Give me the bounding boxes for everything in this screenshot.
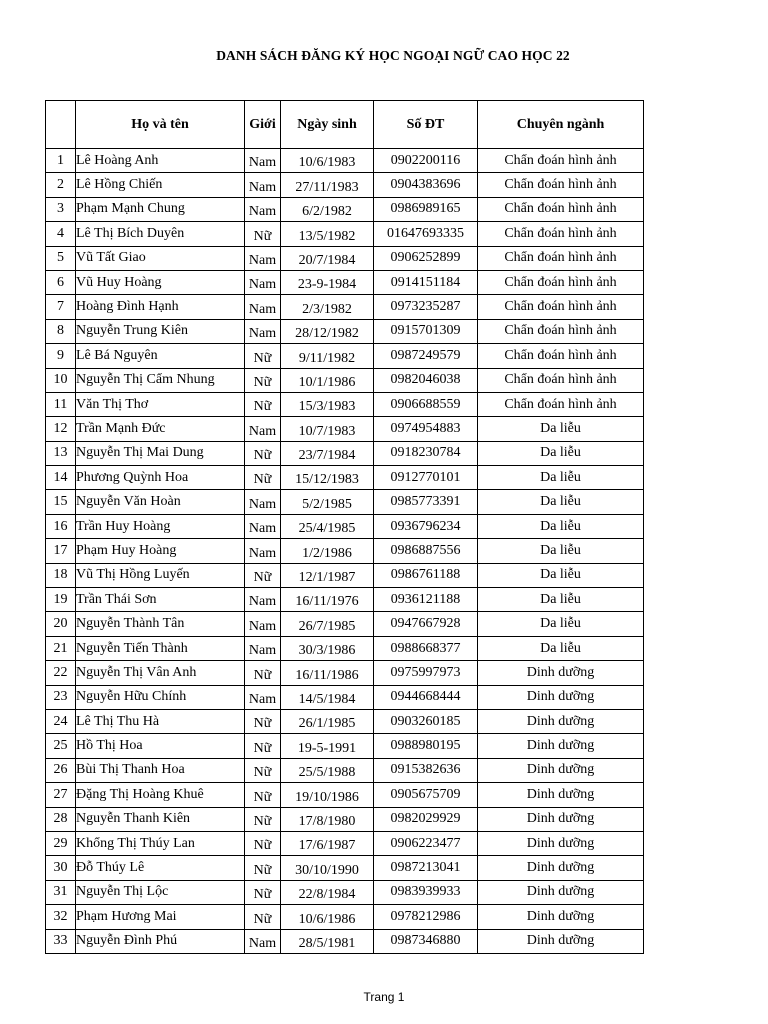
row-sex: Nam xyxy=(245,539,281,563)
header-major: Chuyên ngành xyxy=(478,101,644,149)
row-phone: 0904383696 xyxy=(374,173,478,197)
row-name: Trần Huy Hoàng xyxy=(76,514,245,538)
row-name: Nguyễn Trung Kiên xyxy=(76,319,245,343)
row-dob: 17/8/1980 xyxy=(281,807,374,831)
row-name: Vũ Tất Giao xyxy=(76,246,245,270)
row-number: 26 xyxy=(46,758,76,782)
row-number: 8 xyxy=(46,319,76,343)
row-number: 11 xyxy=(46,392,76,416)
table-row xyxy=(46,685,644,709)
table-row xyxy=(46,441,644,465)
row-number: 28 xyxy=(46,807,76,831)
row-name: Bùi Thị Thanh Hoa xyxy=(76,758,245,782)
table-row xyxy=(46,319,644,343)
row-number: 12 xyxy=(46,417,76,441)
row-number: 13 xyxy=(46,441,76,465)
row-phone: 0902200116 xyxy=(374,149,478,173)
row-number: 21 xyxy=(46,636,76,660)
table-row xyxy=(46,661,644,685)
row-name: Phạm Mạnh Chung xyxy=(76,197,245,221)
row-phone: 0974954883 xyxy=(374,417,478,441)
row-number: 19 xyxy=(46,588,76,612)
header-dob: Ngày sinh xyxy=(281,101,374,149)
row-number: 9 xyxy=(46,344,76,368)
row-major: Chẩn đoán hình ảnh xyxy=(478,344,644,368)
row-phone: 01647693335 xyxy=(374,222,478,246)
row-dob: 9/11/1982 xyxy=(281,344,374,368)
row-phone: 0986989165 xyxy=(374,197,478,221)
row-name: Hồ Thị Hoa xyxy=(76,734,245,758)
row-phone: 0918230784 xyxy=(374,441,478,465)
page-number: Trang 1 xyxy=(363,990,405,1004)
row-name: Nguyễn Thị Vân Anh xyxy=(76,661,245,685)
row-dob: 25/5/1988 xyxy=(281,758,374,782)
table-row xyxy=(46,709,644,733)
row-number: 32 xyxy=(46,905,76,929)
row-phone: 0906223477 xyxy=(374,831,478,855)
row-sex: Nữ xyxy=(245,466,281,490)
row-phone: 0988980195 xyxy=(374,734,478,758)
table-row xyxy=(46,466,644,490)
row-dob: 10/6/1986 xyxy=(281,905,374,929)
table-row xyxy=(46,197,644,221)
row-phone: 0978212986 xyxy=(374,905,478,929)
table-row xyxy=(46,807,644,831)
row-major: Dinh dưỡng xyxy=(478,661,644,685)
row-sex: Nam xyxy=(245,173,281,197)
table-row xyxy=(46,344,644,368)
row-sex: Nam xyxy=(245,197,281,221)
row-name: Nguyễn Đình Phú xyxy=(76,929,245,953)
table-row xyxy=(46,758,644,782)
row-name: Nguyễn Thị Lộc xyxy=(76,880,245,904)
row-name: Hoàng Đình Hạnh xyxy=(76,295,245,319)
row-dob: 10/1/1986 xyxy=(281,368,374,392)
row-phone: 0906252899 xyxy=(374,246,478,270)
row-major: Dinh dưỡng xyxy=(478,807,644,831)
row-dob: 22/8/1984 xyxy=(281,880,374,904)
row-dob: 28/12/1982 xyxy=(281,319,374,343)
row-sex: Nam xyxy=(245,685,281,709)
row-sex: Nam xyxy=(245,246,281,270)
row-phone: 0982029929 xyxy=(374,807,478,831)
row-dob: 16/11/1976 xyxy=(281,588,374,612)
row-phone: 0936796234 xyxy=(374,514,478,538)
row-major: Da liễu xyxy=(478,417,644,441)
row-dob: 19/10/1986 xyxy=(281,783,374,807)
row-dob: 28/5/1981 xyxy=(281,929,374,953)
row-number: 15 xyxy=(46,490,76,514)
table-row xyxy=(46,612,644,636)
row-dob: 15/3/1983 xyxy=(281,392,374,416)
row-sex: Nữ xyxy=(245,222,281,246)
row-major: Dinh dưỡng xyxy=(478,905,644,929)
row-number: 24 xyxy=(46,709,76,733)
row-phone: 0903260185 xyxy=(374,709,478,733)
row-phone: 0975997973 xyxy=(374,661,478,685)
row-dob: 23-9-1984 xyxy=(281,270,374,294)
page-title: DANH SÁCH ĐĂNG KÝ HỌC NGOẠI NGỮ CAO HỌC 22 xyxy=(216,48,570,63)
row-sex: Nữ xyxy=(245,758,281,782)
header-name: Họ và tên xyxy=(76,101,245,149)
row-major: Chẩn đoán hình ảnh xyxy=(478,392,644,416)
row-name: Vũ Huy Hoàng xyxy=(76,270,245,294)
row-major: Da liễu xyxy=(478,612,644,636)
row-phone: 0987213041 xyxy=(374,856,478,880)
row-dob: 15/12/1983 xyxy=(281,466,374,490)
row-dob: 2/3/1982 xyxy=(281,295,374,319)
row-number: 27 xyxy=(46,783,76,807)
row-name: Lê Bá Nguyên xyxy=(76,344,245,368)
row-sex: Nữ xyxy=(245,392,281,416)
row-name: Lê Thị Bích Duyên xyxy=(76,222,245,246)
row-sex: Nam xyxy=(245,490,281,514)
row-dob: 20/7/1984 xyxy=(281,246,374,270)
row-sex: Nữ xyxy=(245,709,281,733)
table-row xyxy=(46,636,644,660)
row-major: Dinh dưỡng xyxy=(478,709,644,733)
row-major: Da liễu xyxy=(478,539,644,563)
registration-table xyxy=(45,100,644,954)
row-number: 5 xyxy=(46,246,76,270)
row-number: 3 xyxy=(46,197,76,221)
row-phone: 0947667928 xyxy=(374,612,478,636)
row-sex: Nữ xyxy=(245,344,281,368)
row-name: Phạm Huy Hoàng xyxy=(76,539,245,563)
row-number: 23 xyxy=(46,685,76,709)
row-name: Vũ Thị Hồng Luyến xyxy=(76,563,245,587)
row-major: Da liễu xyxy=(478,514,644,538)
row-name: Phạm Hương Mai xyxy=(76,905,245,929)
row-major: Dinh dưỡng xyxy=(478,685,644,709)
row-sex: Nam xyxy=(245,588,281,612)
row-sex: Nữ xyxy=(245,441,281,465)
row-dob: 23/7/1984 xyxy=(281,441,374,465)
row-phone: 0915701309 xyxy=(374,319,478,343)
row-number: 17 xyxy=(46,539,76,563)
row-phone: 0912770101 xyxy=(374,466,478,490)
row-name: Đỗ Thúy Lê xyxy=(76,856,245,880)
row-name: Lê Hoàng Anh xyxy=(76,149,245,173)
header-phone: Số ĐT xyxy=(374,101,478,149)
row-phone: 0987346880 xyxy=(374,929,478,953)
table-row xyxy=(46,270,644,294)
table-row xyxy=(46,149,644,173)
row-major: Dinh dưỡng xyxy=(478,734,644,758)
row-number: 30 xyxy=(46,856,76,880)
table-row xyxy=(46,880,644,904)
row-name: Nguyễn Thị Mai Dung xyxy=(76,441,245,465)
row-dob: 5/2/1985 xyxy=(281,490,374,514)
row-name: Khổng Thị Thúy Lan xyxy=(76,831,245,855)
row-major: Dinh dưỡng xyxy=(478,880,644,904)
table-row xyxy=(46,392,644,416)
row-sex: Nữ xyxy=(245,905,281,929)
row-sex: Nam xyxy=(245,636,281,660)
row-name: Nguyễn Thành Tân xyxy=(76,612,245,636)
row-phone: 0988668377 xyxy=(374,636,478,660)
row-number: 10 xyxy=(46,368,76,392)
row-dob: 25/4/1985 xyxy=(281,514,374,538)
table-row xyxy=(46,368,644,392)
row-name: Trần Thái Sơn xyxy=(76,588,245,612)
row-sex: Nam xyxy=(245,514,281,538)
row-name: Phương Quỳnh Hoa xyxy=(76,466,245,490)
row-major: Da liễu xyxy=(478,490,644,514)
row-name: Nguyễn Thanh Kiên xyxy=(76,807,245,831)
table-row xyxy=(46,563,644,587)
row-dob: 30/3/1986 xyxy=(281,636,374,660)
row-dob: 27/11/1983 xyxy=(281,173,374,197)
row-sex: Nữ xyxy=(245,807,281,831)
row-major: Chẩn đoán hình ảnh xyxy=(478,173,644,197)
row-number: 18 xyxy=(46,563,76,587)
row-name: Nguyễn Hữu Chính xyxy=(76,685,245,709)
row-dob: 12/1/1987 xyxy=(281,563,374,587)
row-name: Trần Mạnh Đức xyxy=(76,417,245,441)
table-header-row xyxy=(46,101,644,149)
row-dob: 6/2/1982 xyxy=(281,197,374,221)
row-sex: Nữ xyxy=(245,856,281,880)
row-number: 20 xyxy=(46,612,76,636)
row-major: Dinh dưỡng xyxy=(478,758,644,782)
table-row xyxy=(46,929,644,953)
row-major: Dinh dưỡng xyxy=(478,929,644,953)
row-sex: Nữ xyxy=(245,783,281,807)
row-dob: 26/7/1985 xyxy=(281,612,374,636)
row-sex: Nữ xyxy=(245,563,281,587)
row-major: Chẩn đoán hình ảnh xyxy=(478,222,644,246)
table-row xyxy=(46,734,644,758)
row-sex: Nam xyxy=(245,417,281,441)
row-phone: 0983939933 xyxy=(374,880,478,904)
table-row xyxy=(46,417,644,441)
table-row xyxy=(46,905,644,929)
table-body xyxy=(46,149,644,954)
row-number: 31 xyxy=(46,880,76,904)
table-row xyxy=(46,490,644,514)
row-major: Dinh dưỡng xyxy=(478,783,644,807)
row-major: Da liễu xyxy=(478,466,644,490)
row-dob: 19-5-1991 xyxy=(281,734,374,758)
row-dob: 10/7/1983 xyxy=(281,417,374,441)
row-number: 2 xyxy=(46,173,76,197)
row-major: Chẩn đoán hình ảnh xyxy=(478,295,644,319)
row-name: Nguyễn Tiến Thành xyxy=(76,636,245,660)
row-name: Lê Hồng Chiến xyxy=(76,173,245,197)
row-major: Dinh dưỡng xyxy=(478,831,644,855)
row-sex: Nữ xyxy=(245,831,281,855)
table-row xyxy=(46,856,644,880)
row-name: Văn Thị Thơ xyxy=(76,392,245,416)
row-phone: 0905675709 xyxy=(374,783,478,807)
row-number: 22 xyxy=(46,661,76,685)
row-name: Nguyễn Thị Cẩm Nhung xyxy=(76,368,245,392)
row-sex: Nam xyxy=(245,270,281,294)
row-major: Chẩn đoán hình ảnh xyxy=(478,270,644,294)
row-major: Chẩn đoán hình ảnh xyxy=(478,197,644,221)
row-dob: 1/2/1986 xyxy=(281,539,374,563)
table-row xyxy=(46,514,644,538)
row-phone: 0987249579 xyxy=(374,344,478,368)
row-major: Chẩn đoán hình ảnh xyxy=(478,149,644,173)
row-phone: 0986887556 xyxy=(374,539,478,563)
row-dob: 14/5/1984 xyxy=(281,685,374,709)
row-number: 16 xyxy=(46,514,76,538)
row-sex: Nam xyxy=(245,295,281,319)
row-phone: 0985773391 xyxy=(374,490,478,514)
row-major: Da liễu xyxy=(478,563,644,587)
row-number: 14 xyxy=(46,466,76,490)
row-sex: Nữ xyxy=(245,368,281,392)
row-phone: 0986761188 xyxy=(374,563,478,587)
row-sex: Nam xyxy=(245,612,281,636)
row-dob: 13/5/1982 xyxy=(281,222,374,246)
row-number: 33 xyxy=(46,929,76,953)
row-phone: 0915382636 xyxy=(374,758,478,782)
table-row xyxy=(46,295,644,319)
row-phone: 0906688559 xyxy=(374,392,478,416)
row-number: 1 xyxy=(46,149,76,173)
row-dob: 30/10/1990 xyxy=(281,856,374,880)
row-number: 4 xyxy=(46,222,76,246)
row-phone: 0936121188 xyxy=(374,588,478,612)
row-number: 29 xyxy=(46,831,76,855)
row-name: Nguyễn Văn Hoàn xyxy=(76,490,245,514)
row-name: Đặng Thị Hoàng Khuê xyxy=(76,783,245,807)
row-major: Da liễu xyxy=(478,636,644,660)
row-major: Da liễu xyxy=(478,441,644,465)
row-sex: Nam xyxy=(245,149,281,173)
row-major: Chẩn đoán hình ảnh xyxy=(478,368,644,392)
table-row xyxy=(46,588,644,612)
row-phone: 0914151184 xyxy=(374,270,478,294)
row-sex: Nam xyxy=(245,929,281,953)
row-sex: Nam xyxy=(245,319,281,343)
row-number: 25 xyxy=(46,734,76,758)
header-stt xyxy=(46,101,76,149)
row-dob: 17/6/1987 xyxy=(281,831,374,855)
row-sex: Nữ xyxy=(245,880,281,904)
row-number: 7 xyxy=(46,295,76,319)
table-row xyxy=(46,783,644,807)
row-number: 6 xyxy=(46,270,76,294)
row-phone: 0944668444 xyxy=(374,685,478,709)
table-row xyxy=(46,539,644,563)
header-sex: Giới xyxy=(245,101,281,149)
row-dob: 16/11/1986 xyxy=(281,661,374,685)
row-major: Dinh dưỡng xyxy=(478,856,644,880)
row-major: Chẩn đoán hình ảnh xyxy=(478,246,644,270)
row-major: Da liễu xyxy=(478,588,644,612)
row-dob: 10/6/1983 xyxy=(281,149,374,173)
row-major: Chẩn đoán hình ảnh xyxy=(478,319,644,343)
table-row xyxy=(46,831,644,855)
row-dob: 26/1/1985 xyxy=(281,709,374,733)
table-row xyxy=(46,222,644,246)
row-sex: Nữ xyxy=(245,734,281,758)
table-row xyxy=(46,173,644,197)
table-row xyxy=(46,246,644,270)
row-sex: Nữ xyxy=(245,661,281,685)
row-phone: 0982046038 xyxy=(374,368,478,392)
row-phone: 0973235287 xyxy=(374,295,478,319)
row-name: Lê Thị Thu Hà xyxy=(76,709,245,733)
